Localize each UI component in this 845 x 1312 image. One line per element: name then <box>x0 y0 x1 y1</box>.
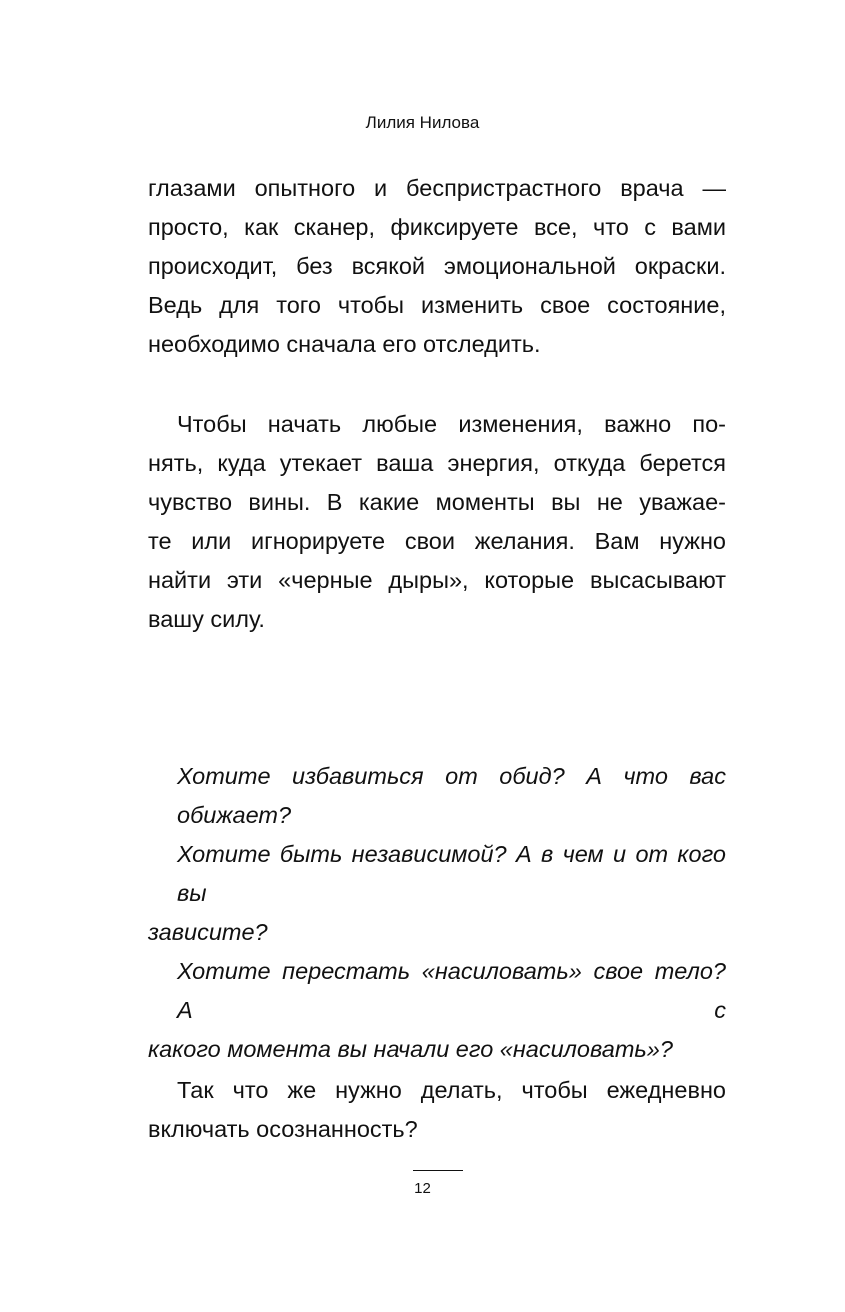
paragraph-4 <box>148 1071 726 1149</box>
text-line: просто, как сканер, фиксируете все, что с вами <box>148 214 726 240</box>
text-line: Ведь для того чтобы изменить свое состояние, <box>148 292 726 318</box>
page-number: 12 <box>414 1180 431 1197</box>
running-head-author: Лилия Нилова <box>365 113 480 132</box>
question-line: Хотите быть независимой? А в чем и от кого вы <box>177 841 726 906</box>
question-line: какого момента вы начали его «насиловать»? <box>148 1036 673 1062</box>
text-line: чувство вины. В какие моменты вы не уважае- <box>148 489 726 515</box>
question-line: Хотите избавиться от обид? А что вас обижает? <box>177 763 726 828</box>
italic-questions <box>148 757 726 1069</box>
text-line: нять, куда утекает ваша энергия, откуда берется <box>148 450 726 476</box>
page-number-rule <box>413 1170 463 1171</box>
text-line: происходит, без всякой эмоциональной окраски. <box>148 253 726 279</box>
question-line: Хотите перестать «насиловать» свое тело? А с <box>177 958 726 1023</box>
question-line: зависите? <box>148 919 268 945</box>
paragraph-1 <box>148 169 726 364</box>
text-line: Так что же нужно делать, чтобы ежедневно <box>177 1077 726 1103</box>
text-line: вашу силу. <box>148 606 265 632</box>
paragraph-2 <box>148 405 726 639</box>
text-line: необходимо сначала его отследить. <box>148 331 541 357</box>
text-line: Чтобы начать любые изменения, важно по- <box>177 411 726 437</box>
text-line: те или игнорируете свои желания. Вам нужно <box>148 528 726 554</box>
text-line: включать осознанность? <box>148 1116 418 1142</box>
text-line: найти эти «черные дыры», которые высасывают <box>148 567 726 593</box>
text-line: глазами опытного и беспристрастного врача — <box>148 175 726 201</box>
